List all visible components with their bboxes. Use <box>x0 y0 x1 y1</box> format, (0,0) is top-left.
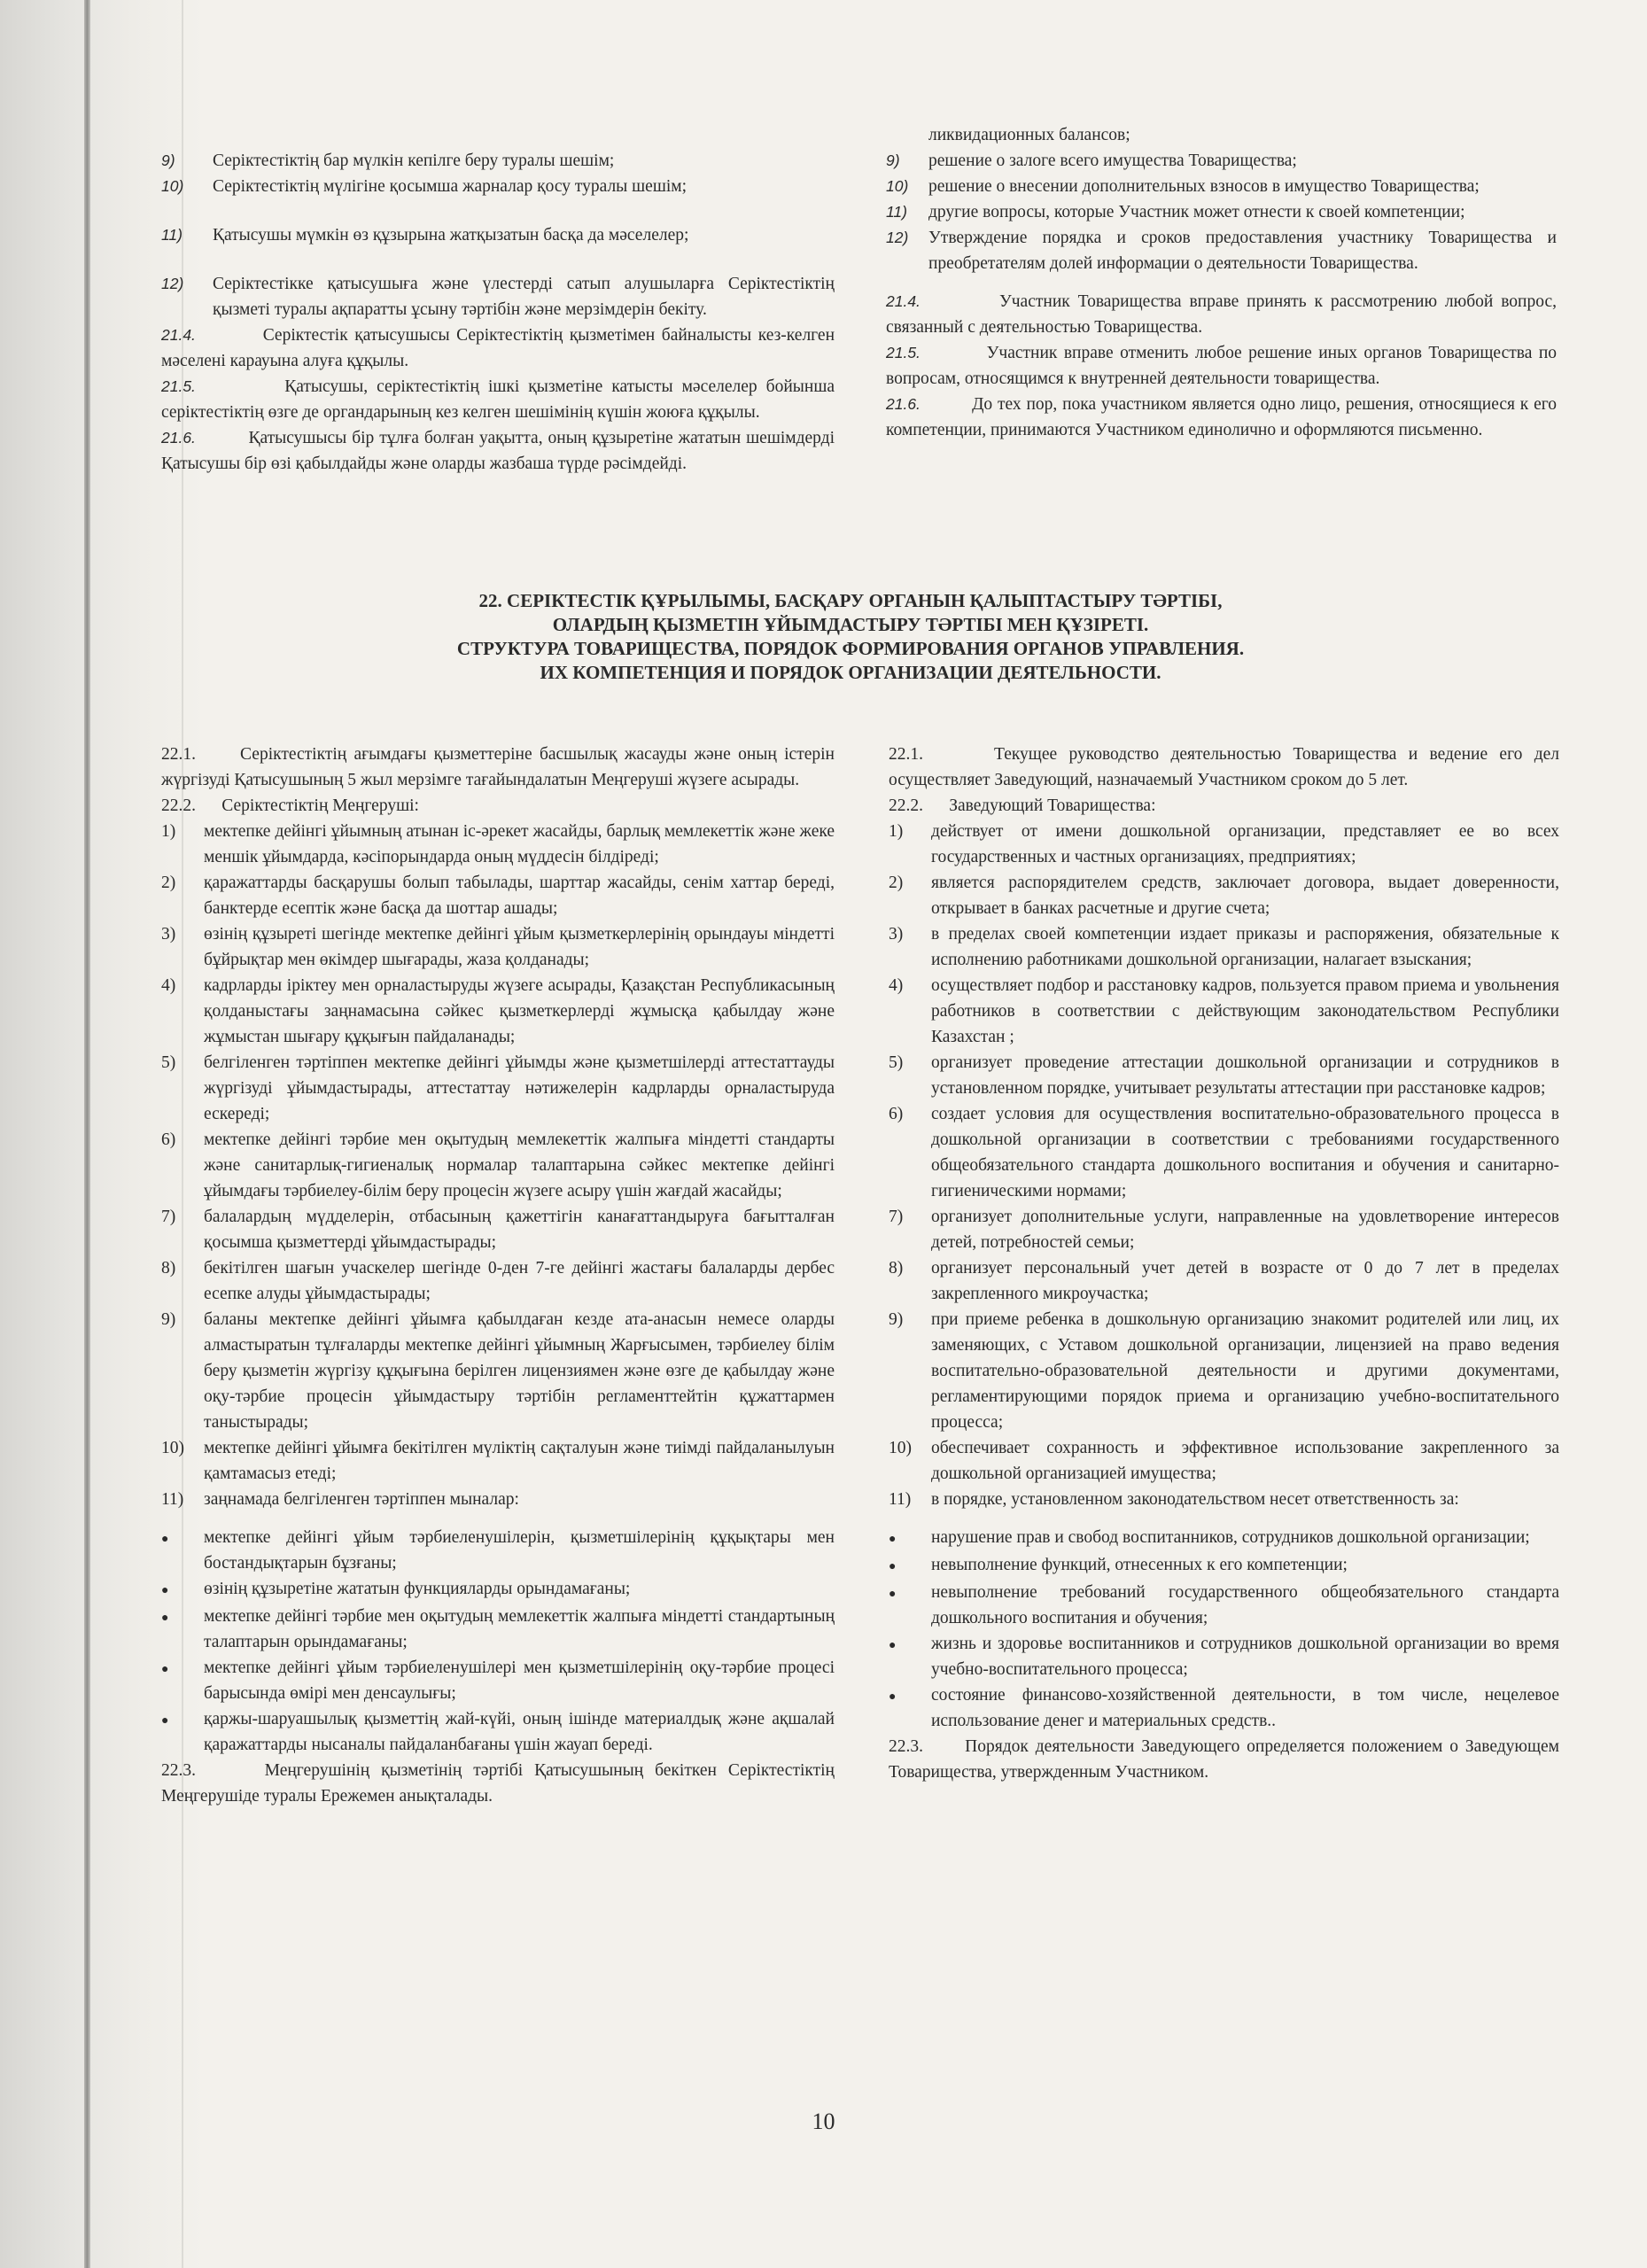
list-item <box>161 921 835 973</box>
list-item-text: действует от имени дошкольной организации, представляет ее во всех государственных и частных организациях, предприятиях; <box>931 822 1559 866</box>
list-item-text: осуществляет подбор и расстановку кадров, пользуется правом приема и увольнения работников в соответствии с действующим законодательством Республики Казахстан ; <box>931 976 1559 1046</box>
list-item <box>889 1050 1559 1101</box>
list-item-number: 3) <box>889 925 904 944</box>
bullet-text: состояние финансово-хозяйственной деятельности, в том числе, нецелевое использование денег и материальных средств.. <box>931 1686 1559 1730</box>
list-item-number: 3) <box>161 925 176 944</box>
paragraph-22-1: 22.1. Текущее руководство деятельностью Товарищества и ведение его дел осуществляет Заведующий, назначаемый Участником сроком до 5 лет. <box>889 745 1564 789</box>
list-item <box>161 819 835 870</box>
list-item: 9) Серіктестіктің бар мүлкін кепілге беру туралы шешім; <box>161 151 615 170</box>
bullet-item <box>161 1525 835 1576</box>
list-item <box>889 921 1559 973</box>
list-item-number: 1) <box>161 822 176 841</box>
list-item-text: белгіленген тәртіппен мектепке дейінгі ұйымды және қызметшілерді аттестаттауды жүргізуді ұйымдастырады, аттестаттау нәтижелерін кадрларды орналастыруда ескереді; <box>204 1053 835 1123</box>
list-item-number: 8) <box>889 1259 904 1278</box>
list-item-text: мектепке дейінгі ұйымның атынан іс-әрекет жасайды, барлық мемлекеттік және жеке меншік ұйымдарда, кәсіпорындарда оның мүддесін білдіреді; <box>204 822 835 866</box>
list-item-number: 2) <box>161 874 176 892</box>
bullet-text: жизнь и здоровье воспитанников и сотрудников дошкольной организации во время учебно-воспитательного процесса; <box>931 1635 1559 1679</box>
list-item-text: обеспечивает сохранность и эффективное использование закрепленного за дошкольной организацией имущества; <box>931 1439 1559 1483</box>
right-column <box>889 742 1564 1785</box>
paragraph-21-4: 21.4. Серіктестік қатысушысы Серіктестіктің қызметімен байналысты кез-келген мәселені карауына алуға құқылы. <box>161 326 835 370</box>
bullet-icon: ● <box>161 1612 169 1625</box>
paragraph-21-5: 21.5. Қатысушы, серіктестіктің ішкі қызметіне катысты мәселелер бойынша серіктестіктің өзге де органдарының кез келген шешімінің күшін жоюға құқылы. <box>161 377 835 422</box>
list-item-text: баланы мектепке дейінгі ұйымға қабылдаған кезде ата-анасын немесе оларды алмастыратын тұлғаларды мектепке дейінгі ұйымның Жарғысымен, тәрбиелеу білім беру қызметін жүргізу құқығына берілген лицензиямен және өзге де қабылдау және оқу-тәрбие процесін ұйымдастыру тәртібін регламенттейтін құжаттармен таныстырады; <box>204 1310 835 1432</box>
list-item-number: 9) <box>889 1310 904 1329</box>
bullet-text: мектепке дейінгі ұйым тәрбиеленушілері мен қызметшілерінің оқу-тәрбие процесі барысында өмірі мен денсаулығы; <box>204 1658 835 1703</box>
list-item <box>161 1255 835 1307</box>
list-item-text: бекітілген шағын учаскелер шегінде 0-ден 7-ге дейінгі жастағы балаларды дербес есепке алуды ұйымдастырады; <box>204 1259 835 1303</box>
list-item-number: 6) <box>889 1105 904 1123</box>
bullet-icon: ● <box>161 1714 169 1728</box>
section-heading <box>266 589 1435 685</box>
list-item <box>889 1435 1559 1487</box>
list-item <box>889 1255 1559 1307</box>
paragraph-21-6: 21.6. Қатысушысы бір тұлға болған уақытта, оның құзыретіне жататын шешімдерді Қатысушы бір өзі қабылдайды және оларды жазбаша түрде рәсімдейді. <box>161 429 835 473</box>
bullet-icon: ● <box>889 1588 897 1601</box>
bullet-icon: ● <box>161 1533 169 1546</box>
list-item-number: 4) <box>889 976 904 995</box>
list-item-number: 5) <box>161 1053 176 1072</box>
paragraph-21-5: 21.5. Участник вправе отменить любое решение иных органов Товарищества по вопросам, относящимся к внутренней деятельности товарищества. <box>886 344 1558 388</box>
paragraph-22-3: 22.3. Порядок деятельности Заведующего определяется положением о Заведующем Товарищества, утвержденным Участником. <box>889 1737 1564 1782</box>
list-item-number: 5) <box>889 1053 904 1072</box>
list-item <box>161 1204 835 1255</box>
heading-line: ИХ КОМПЕТЕНЦИЯ И ПОРЯДОК ОРГАНИЗАЦИИ ДЕЯТЕЛЬНОСТИ. <box>540 662 1161 683</box>
list-item-number: 8) <box>161 1259 176 1278</box>
list-item-text: организует дополнительные услуги, направленные на удовлетворение интересов детей, потребностей семьи; <box>931 1208 1559 1252</box>
list-item <box>161 1487 835 1512</box>
list-item-number: 10) <box>161 1439 184 1457</box>
list-item <box>889 1487 1559 1512</box>
list-item-number: 9) <box>161 1310 176 1329</box>
bullet-text: невыполнение требований государственного общеобязательного стандарта дошкольного воспитания и обучения; <box>931 1583 1559 1627</box>
list-item-text: является распорядителем средств, заключает договора, выдает доверенности, открывает в банках расчетные и другие счета; <box>931 874 1559 918</box>
paragraph-22-1: 22.1. Серіктестіктің ағымдағы қызметтеріне басшылық жасауды және оның істерін жүргізуді Қатысушының 5 жыл мерзімге тағайындалатын Меңгеруші жүзеге асырады. <box>161 745 839 789</box>
list-item-text: организует проведение аттестации дошкольной организации и сотрудников в установленном порядке, учитывает результаты аттестации при расстановке кадров; <box>931 1053 1559 1098</box>
list-item-number: 4) <box>161 976 176 995</box>
list-item <box>161 973 835 1050</box>
bullet-item <box>889 1631 1559 1682</box>
continued-line: ликвидационных балансов; <box>928 126 1130 144</box>
bullet-item <box>889 1682 1559 1734</box>
bullet-text: өзінің құзыретіне жататын функцияларды орындамағаны; <box>204 1580 631 1598</box>
bullet-text: қаржы-шаруашылық қызметтің жай-күйі, оның ішінде материалдық және ақшалай қаражаттарды нысаналы пайдаланбағаны үшін жауап береді. <box>204 1710 835 1754</box>
list-item <box>889 870 1559 921</box>
heading-line: СТРУКТУРА ТОВАРИЩЕСТВА, ПОРЯДОК ФОРМИРОВАНИЯ ОРГАНОВ УПРАВЛЕНИЯ. <box>456 638 1245 659</box>
bullet-text: невыполнение функций, отнесенных к его компетенции; <box>931 1556 1348 1574</box>
bullet-text: мектепке дейінгі ұйым тәрбиеленушілерін, қызметшілерінің құқықтары мен бостандықтарын бұзғаны; <box>204 1528 835 1573</box>
list-item-text: при приеме ребенка в дошкольную организацию знакомит родителей или лиц, их заменяющих, с Уставом дошкольной организации, лицензией на право ведения воспитательно-образовательной деятельности и другими документами, регламентирующими порядок приема и организацию учебно-воспитательного процесса; <box>931 1310 1559 1432</box>
paragraph-22-2: 22.2. Заведующий Товарищества: <box>889 796 1156 815</box>
list-item-text: в пределах своей компетенции издает приказы и распоряжения, обязательные к исполнению работниками дошкольной организации, налагает взыскания; <box>931 925 1559 969</box>
list-item <box>161 1050 835 1127</box>
list-item <box>161 1127 835 1204</box>
bullet-icon: ● <box>889 1560 897 1573</box>
bullet-text: нарушение прав и свобод воспитанников, сотрудников дошкольной организации; <box>931 1528 1530 1547</box>
list-item-number: 7) <box>889 1208 904 1226</box>
bullet-item <box>161 1604 835 1655</box>
bullet-icon: ● <box>161 1584 169 1597</box>
bullet-icon: ● <box>889 1533 897 1546</box>
list-item-number: 11) <box>161 1490 184 1509</box>
list-item: 9) решение о залоге всего имущества Товарищества; <box>886 151 1297 170</box>
list-item-text: мектепке дейінгі ұйымға бекітілген мүліктің сақталуын және тиімді пайдаланылуын қамтамасыз етеді; <box>204 1439 835 1483</box>
bullet-item <box>889 1552 1559 1580</box>
list-item <box>889 1101 1559 1204</box>
top-left-column <box>161 148 835 477</box>
list-item: 11) другие вопросы, которые Участник может отнести к своей компетенции; <box>886 203 1465 221</box>
list-item <box>889 1307 1559 1435</box>
list-item-text: создает условия для осуществления воспитательно-образовательного процесса в дошкольной организации в соответствии с требованиями государственного общеобязательного стандарта дошкольного воспитания и обучения и санитарно-гигиеническими нормами; <box>931 1105 1559 1200</box>
list-item <box>161 1435 835 1487</box>
list-item <box>161 870 835 921</box>
bullet-icon: ● <box>889 1690 897 1704</box>
bullet-item <box>889 1580 1559 1631</box>
list-item-text: заңнамада белгіленген тәртіппен мыналар: <box>204 1490 519 1509</box>
paragraph-22-3: 22.3. Меңгерушінің қызметінің тәртібі Қатысушының бекіткен Серіктестіктің Меңгерушіде туралы Ережемен анықталады. <box>161 1761 839 1806</box>
binding-line <box>84 0 90 2268</box>
bullet-text: мектепке дейінгі тәрбие мен оқытудың мемлекеттік жалпыға міндетті стандартының талаптарын орындамағаны; <box>204 1607 835 1651</box>
bullet-item <box>161 1706 835 1758</box>
list-item-number: 10) <box>889 1439 912 1457</box>
list-item-text: мектепке дейінгі тәрбие мен оқытудың мемлекеттік жалпыға міндетті стандарты және санитарлық-гигиеналық нормалар талаптарына сәйкес мектепке дейінгі ұйымдағы тәрбиелеу-білім беру процесін жүзеге асыру үшін жағдай жасайды; <box>204 1130 835 1200</box>
list-item-text: қаражаттарды басқарушы болып табылады, шарттар жасайды, сенім хаттар береді, банктерде есептік және басқа да шоттар ашады; <box>204 874 835 918</box>
list-item-text: кадрларды іріктеу мен орналастыруды жүзеге асырады, Қазақстан Республикасының қолданыстағы заңнамасына сәйкес қызметкерлерді жұмысқа қабылдау және жұмыстан шығару құқығын пайдаланады; <box>204 976 835 1046</box>
top-right-column <box>886 122 1557 443</box>
list-item: 12) Утверждение порядка и сроков предоставления участнику Товарищества и преобретателям долей информации о деятельности Товарищества. <box>886 229 1557 273</box>
list-item <box>161 1307 835 1435</box>
bullet-item <box>889 1525 1559 1552</box>
heading-line: ОЛАРДЫҢ ҚЫЗМЕТІН ҰЙЫМДАСТЫРУ ТӘРТІБІ МЕН ҚҰЗІРЕТІ. <box>552 614 1149 635</box>
list-item <box>889 1204 1559 1255</box>
bullet-item <box>161 1576 835 1604</box>
list-item-text: в порядке, установленном законодательством несет ответственность за: <box>931 1490 1459 1509</box>
bullet-item <box>161 1655 835 1706</box>
page-number: 10 <box>812 2109 835 2134</box>
left-column <box>161 742 839 1809</box>
list-item-number: 11) <box>889 1490 912 1509</box>
list-item-number: 2) <box>889 874 904 892</box>
heading-line: 22. СЕРІКТЕСТІК ҚҰРЫЛЫМЫ, БАСҚАРУ ОРГАНЫН ҚАЛЫПТАСТЫРУ ТӘРТІБІ, <box>478 590 1223 611</box>
list-item-number: 6) <box>161 1130 176 1149</box>
list-item-number: 7) <box>161 1208 176 1226</box>
list-item: 12) Серіктестікке қатысушыға және үлестерді сатып алушыларға Серіктестіктің қызметі туралы ақпаратты ұсыну тәртібін және мерзімдерін бекіту. <box>161 275 835 319</box>
list-item: 11) Қатысушы мүмкін өз құзырына жатқызатын басқа да мәселелер; <box>161 226 689 245</box>
list-item-text: өзінің құзыреті шегінде мектепке дейінгі ұйым қызметкерлерінің орындауы міндетті бұйрықтар мен өкімдер шығарады, жаза қолданады; <box>204 925 835 969</box>
list-item <box>889 819 1559 870</box>
list-item <box>889 973 1559 1050</box>
list-item-number: 1) <box>889 822 904 841</box>
paragraph-22-2: 22.2. Серіктестіктің Меңгеруші: <box>161 796 419 815</box>
list-item-text: организует персональный учет детей в возрасте от 0 до 7 лет в пределах закрепленного микроучастка; <box>931 1259 1559 1303</box>
list-item: 10) Серіктестіктің мүлігіне қосымша жарналар қосу туралы шешім; <box>161 177 688 196</box>
bullet-icon: ● <box>161 1663 169 1676</box>
paragraph-21-6: 21.6. До тех пор, пока участником является одно лицо, решения, относящиеся к его компетенции, принимаются Участником единолично и оформляются письменно. <box>886 395 1557 439</box>
list-item-text: балалардың мүдделерін, отбасының қажеттігін канағаттандыруға бағытталған қосымша қызметтерді ұйымдастырады; <box>204 1208 835 1252</box>
paragraph-21-4: 21.4. Участник Товарищества вправе принять к рассмотрению любой вопрос, связанный с деятельностью Товарищества. <box>886 292 1557 337</box>
bullet-icon: ● <box>889 1639 897 1652</box>
list-item: 10) решение о внесении дополнительных взносов в имущество Товарищества; <box>886 177 1480 196</box>
